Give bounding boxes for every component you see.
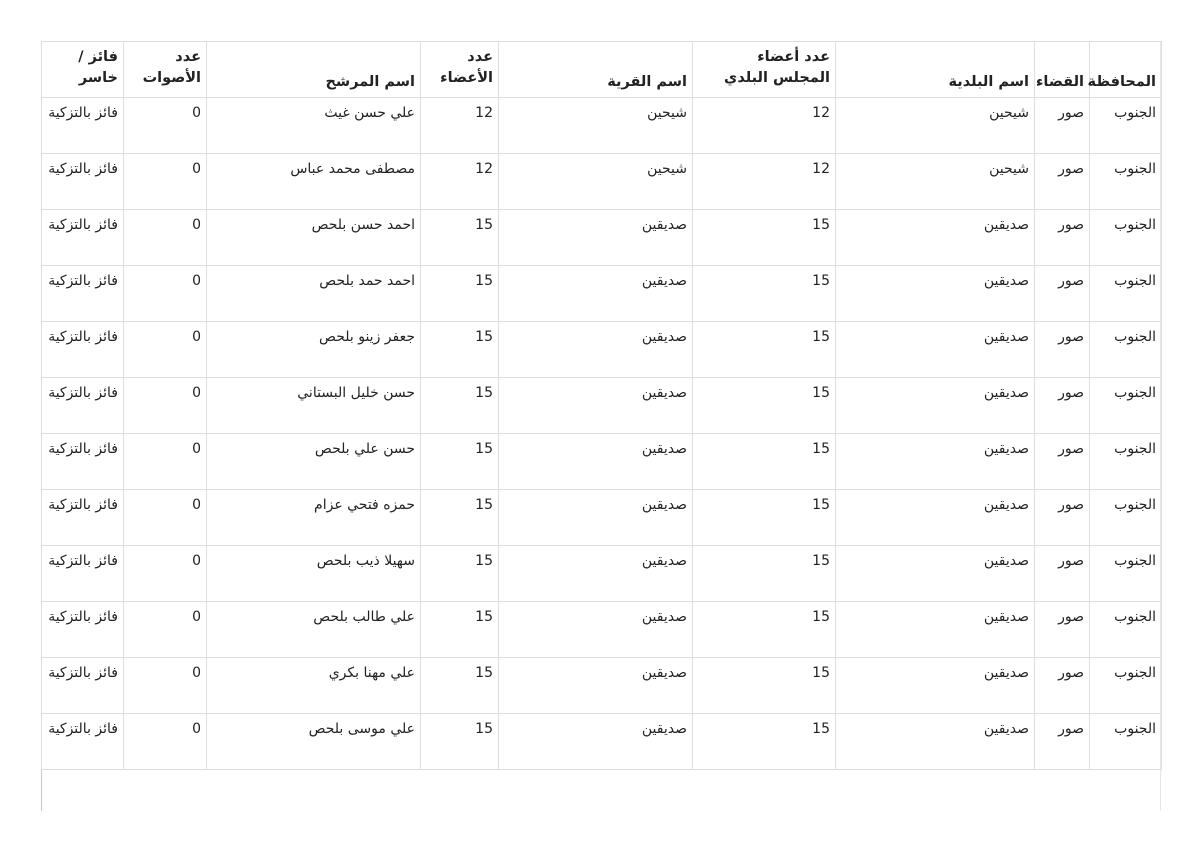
cell-village: صديقين — [499, 434, 693, 490]
table-header-row — [42, 42, 1162, 98]
cell-result: فائز بالتزكية — [42, 434, 124, 490]
cell-municipality: شيحين — [836, 98, 1035, 154]
cell-village: صديقين — [499, 378, 693, 434]
cell-candidate: مصطفى محمد عباس — [207, 154, 421, 210]
cell-district: صور — [1035, 490, 1090, 546]
cell-governorate: الجنوب — [1090, 210, 1162, 266]
cell-result: فائز بالتزكية — [42, 546, 124, 602]
results-table — [41, 41, 1162, 770]
cell-governorate: الجنوب — [1090, 266, 1162, 322]
cell-members: 15 — [421, 658, 499, 714]
cell-village: صديقين — [499, 714, 693, 770]
cell-municipality: صديقين — [836, 210, 1035, 266]
cell-village: شيحين — [499, 98, 693, 154]
cell-result: فائز بالتزكية — [42, 266, 124, 322]
cell-village: شيحين — [499, 154, 693, 210]
cell-members: 15 — [421, 546, 499, 602]
cell-votes: 0 — [124, 602, 207, 658]
cell-candidate: حسن علي بلحص — [207, 434, 421, 490]
table-row — [42, 210, 1162, 266]
cell-council-count: 15 — [693, 658, 836, 714]
table-row — [42, 714, 1162, 770]
cell-governorate: الجنوب — [1090, 98, 1162, 154]
header-municipality: اسم البلدية — [836, 42, 1035, 98]
cell-district: صور — [1035, 546, 1090, 602]
cell-district: صور — [1035, 210, 1090, 266]
cell-village: صديقين — [499, 322, 693, 378]
cell-municipality: صديقين — [836, 658, 1035, 714]
header-village: اسم القرية — [499, 42, 693, 98]
cell-municipality: صديقين — [836, 434, 1035, 490]
cell-village: صديقين — [499, 546, 693, 602]
cell-votes: 0 — [124, 658, 207, 714]
cell-district: صور — [1035, 378, 1090, 434]
cell-votes: 0 — [124, 714, 207, 770]
cell-governorate: الجنوب — [1090, 658, 1162, 714]
cell-district: صور — [1035, 322, 1090, 378]
cell-result: فائز بالتزكية — [42, 322, 124, 378]
cell-governorate: الجنوب — [1090, 378, 1162, 434]
cell-governorate: الجنوب — [1090, 714, 1162, 770]
cell-municipality: صديقين — [836, 602, 1035, 658]
cell-result: فائز بالتزكية — [42, 602, 124, 658]
cell-council-count: 15 — [693, 266, 836, 322]
table-row — [42, 378, 1162, 434]
cell-votes: 0 — [124, 378, 207, 434]
table-row — [42, 266, 1162, 322]
cell-council-count: 15 — [693, 602, 836, 658]
cell-municipality: شيحين — [836, 154, 1035, 210]
cell-municipality: صديقين — [836, 714, 1035, 770]
cell-votes: 0 — [124, 434, 207, 490]
cell-council-count: 12 — [693, 98, 836, 154]
header-votes: عدد الأصوات — [124, 42, 207, 98]
cell-district: صور — [1035, 434, 1090, 490]
header-council-count: عدد أعضاء المجلس البلدي — [693, 42, 836, 98]
cell-members: 15 — [421, 378, 499, 434]
cell-candidate: جعفر زينو بلحص — [207, 322, 421, 378]
cell-result: فائز بالتزكية — [42, 98, 124, 154]
header-governorate: المحافظة — [1090, 42, 1162, 98]
table-row — [42, 154, 1162, 210]
cell-members: 15 — [421, 434, 499, 490]
cell-candidate: حسن خليل البستاني — [207, 378, 421, 434]
cell-municipality: صديقين — [836, 490, 1035, 546]
cell-result: فائز بالتزكية — [42, 714, 124, 770]
table-row — [42, 434, 1162, 490]
cell-council-count: 15 — [693, 378, 836, 434]
cell-council-count: 15 — [693, 714, 836, 770]
table-row — [42, 98, 1162, 154]
cell-municipality: صديقين — [836, 266, 1035, 322]
cell-result: فائز بالتزكية — [42, 378, 124, 434]
table-row — [42, 658, 1162, 714]
cell-candidate: سهيلا ذيب بلحص — [207, 546, 421, 602]
cell-governorate: الجنوب — [1090, 602, 1162, 658]
cell-result: فائز بالتزكية — [42, 490, 124, 546]
cell-result: فائز بالتزكية — [42, 210, 124, 266]
cell-votes: 0 — [124, 266, 207, 322]
cell-members: 15 — [421, 210, 499, 266]
cell-votes: 0 — [124, 546, 207, 602]
cell-district: صور — [1035, 266, 1090, 322]
cell-candidate: علي حسن غيث — [207, 98, 421, 154]
header-members: عدد الأعضاء — [421, 42, 499, 98]
cell-members: 15 — [421, 714, 499, 770]
cell-district: صور — [1035, 602, 1090, 658]
table-row — [42, 322, 1162, 378]
cell-municipality: صديقين — [836, 378, 1035, 434]
cell-district: صور — [1035, 154, 1090, 210]
cell-village: صديقين — [499, 210, 693, 266]
cell-members: 15 — [421, 322, 499, 378]
cell-votes: 0 — [124, 98, 207, 154]
table-row — [42, 602, 1162, 658]
header-district: القضاء — [1035, 42, 1090, 98]
cell-council-count: 12 — [693, 154, 836, 210]
cell-village: صديقين — [499, 490, 693, 546]
cell-council-count: 15 — [693, 546, 836, 602]
cell-municipality: صديقين — [836, 322, 1035, 378]
table-row — [42, 490, 1162, 546]
cell-council-count: 15 — [693, 210, 836, 266]
cell-village: صديقين — [499, 658, 693, 714]
cell-village: صديقين — [499, 602, 693, 658]
cell-candidate: احمد حسن بلحص — [207, 210, 421, 266]
cell-governorate: الجنوب — [1090, 154, 1162, 210]
cell-votes: 0 — [124, 490, 207, 546]
cell-governorate: الجنوب — [1090, 546, 1162, 602]
cell-governorate: الجنوب — [1090, 490, 1162, 546]
cell-governorate: الجنوب — [1090, 434, 1162, 490]
cell-village: صديقين — [499, 266, 693, 322]
cell-district: صور — [1035, 658, 1090, 714]
header-result: فائز / خاسر — [42, 42, 124, 98]
cell-council-count: 15 — [693, 490, 836, 546]
table-body — [42, 98, 1162, 770]
cell-municipality: صديقين — [836, 546, 1035, 602]
cell-members: 12 — [421, 98, 499, 154]
cell-district: صور — [1035, 714, 1090, 770]
cell-votes: 0 — [124, 322, 207, 378]
header-candidate: اسم المرشح — [207, 42, 421, 98]
cell-candidate: علي مهنا بكري — [207, 658, 421, 714]
cell-candidate: علي موسى بلحص — [207, 714, 421, 770]
cell-candidate: احمد حمد بلحص — [207, 266, 421, 322]
cell-votes: 0 — [124, 154, 207, 210]
cell-members: 15 — [421, 266, 499, 322]
cell-votes: 0 — [124, 210, 207, 266]
cell-district: صور — [1035, 98, 1090, 154]
cell-result: فائز بالتزكية — [42, 154, 124, 210]
cell-members: 12 — [421, 154, 499, 210]
cell-members: 15 — [421, 602, 499, 658]
table-row — [42, 546, 1162, 602]
cell-members: 15 — [421, 490, 499, 546]
cell-candidate: حمزه فتحي عزام — [207, 490, 421, 546]
cell-candidate: علي طالب بلحص — [207, 602, 421, 658]
cell-council-count: 15 — [693, 434, 836, 490]
cell-result: فائز بالتزكية — [42, 658, 124, 714]
cell-governorate: الجنوب — [1090, 322, 1162, 378]
cell-council-count: 15 — [693, 322, 836, 378]
